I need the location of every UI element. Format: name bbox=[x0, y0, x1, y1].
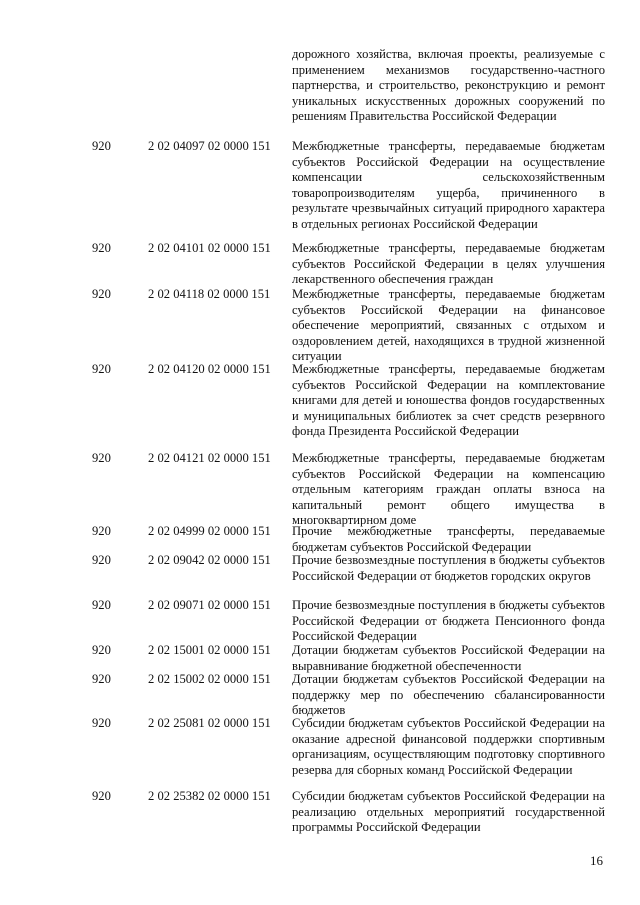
admin-code: 920 bbox=[92, 139, 111, 153]
budget-description: Межбюджетные трансферты, передаваемые бюджетам субъектов Российской Федерации в целях улучшения лекарственного обеспечения граждан bbox=[292, 241, 605, 286]
budget-code: 2 02 09042 02 0000 151 bbox=[148, 553, 271, 567]
continuation-text: дорожного хозяйства, включая проекты, реализуемые с применением механизмов государственно-частного партнерства, и строительство, реконструкцию и ремонт уникальных искусственных дорожных сооружений по решениям Правительства Российской Федерации bbox=[292, 47, 605, 123]
budget-description: Прочие межбюджетные трансферты, передаваемые бюджетам субъектов Российской Федерации bbox=[292, 524, 605, 554]
admin-code: 920 bbox=[92, 672, 111, 686]
budget-code: 2 02 04121 02 0000 151 bbox=[148, 451, 271, 465]
budget-code: 2 02 04097 02 0000 151 bbox=[148, 139, 271, 153]
admin-code: 920 bbox=[92, 716, 111, 730]
admin-code: 920 bbox=[92, 362, 111, 376]
budget-code: 2 02 15002 02 0000 151 bbox=[148, 672, 271, 686]
admin-code: 920 bbox=[92, 241, 111, 255]
budget-code: 2 02 04120 02 0000 151 bbox=[148, 362, 271, 376]
budget-description: Субсидии бюджетам субъектов Российской Федерации на реализацию отдельных мероприятий государственной программы Российской Федерации bbox=[292, 789, 605, 834]
page-number: 16 bbox=[590, 853, 603, 868]
budget-code: 2 02 25382 02 0000 151 bbox=[148, 789, 271, 803]
budget-description: Межбюджетные трансферты, передаваемые бюджетам субъектов Российской Федерации на компенсацию отдельным категориям граждан оплаты взноса на капитальный ремонт общего имущества в многоквартирном доме bbox=[292, 451, 605, 527]
budget-code: 2 02 25081 02 0000 151 bbox=[148, 716, 271, 730]
admin-code: 920 bbox=[92, 524, 111, 538]
budget-description: Дотации бюджетам субъектов Российской Федерации на поддержку мер по обеспечению сбалансированности бюджетов bbox=[292, 672, 605, 717]
budget-description: Межбюджетные трансферты, передаваемые бюджетам субъектов Российской Федерации на осуществление компенсации сельскохозяйственным товаропроизводителям ущерба, причиненного в результате чрезвычайных ситуаций природного характера в отдельных регионах Российской Федерации bbox=[292, 139, 605, 231]
budget-description: Прочие безвозмездные поступления в бюджеты субъектов Российской Федерации от бюджетов городских округов bbox=[292, 553, 605, 583]
budget-code: 2 02 04999 02 0000 151 bbox=[148, 524, 271, 538]
budget-description: Субсидии бюджетам субъектов Российской Федерации на оказание адресной финансовой поддержки спортивным организациям, осуществляющим подготовку спортивного резерва для сборных команд Российской Федерации bbox=[292, 716, 605, 777]
budget-description: Прочие безвозмездные поступления в бюджеты субъектов Российской Федерации от бюджета Пенсионного фонда Российской Федерации bbox=[292, 598, 605, 643]
budget-description: Межбюджетные трансферты, передаваемые бюджетам субъектов Российской Федерации на комплектование книгами для детей и юношества фондов государственных и муниципальных библиотек за счет средств резервного фонда Президента Российской Федерации bbox=[292, 362, 605, 438]
budget-code: 2 02 04101 02 0000 151 bbox=[148, 241, 271, 255]
budget-code: 2 02 15001 02 0000 151 bbox=[148, 643, 271, 657]
admin-code: 920 bbox=[92, 451, 111, 465]
admin-code: 920 bbox=[92, 287, 111, 301]
budget-description: Дотации бюджетам субъектов Российской Федерации на выравнивание бюджетной обеспеченности bbox=[292, 643, 605, 673]
budget-code: 2 02 04118 02 0000 151 bbox=[148, 287, 271, 301]
admin-code: 920 bbox=[92, 789, 111, 803]
admin-code: 920 bbox=[92, 643, 111, 657]
budget-description: Межбюджетные трансферты, передаваемые бюджетам субъектов Российской Федерации на финансовое обеспечение мероприятий, связанных с отдыхом и оздоровлением детей, находящихся в трудной жизненной ситуации bbox=[292, 287, 605, 363]
admin-code: 920 bbox=[92, 598, 111, 612]
budget-code: 2 02 09071 02 0000 151 bbox=[148, 598, 271, 612]
admin-code: 920 bbox=[92, 553, 111, 567]
